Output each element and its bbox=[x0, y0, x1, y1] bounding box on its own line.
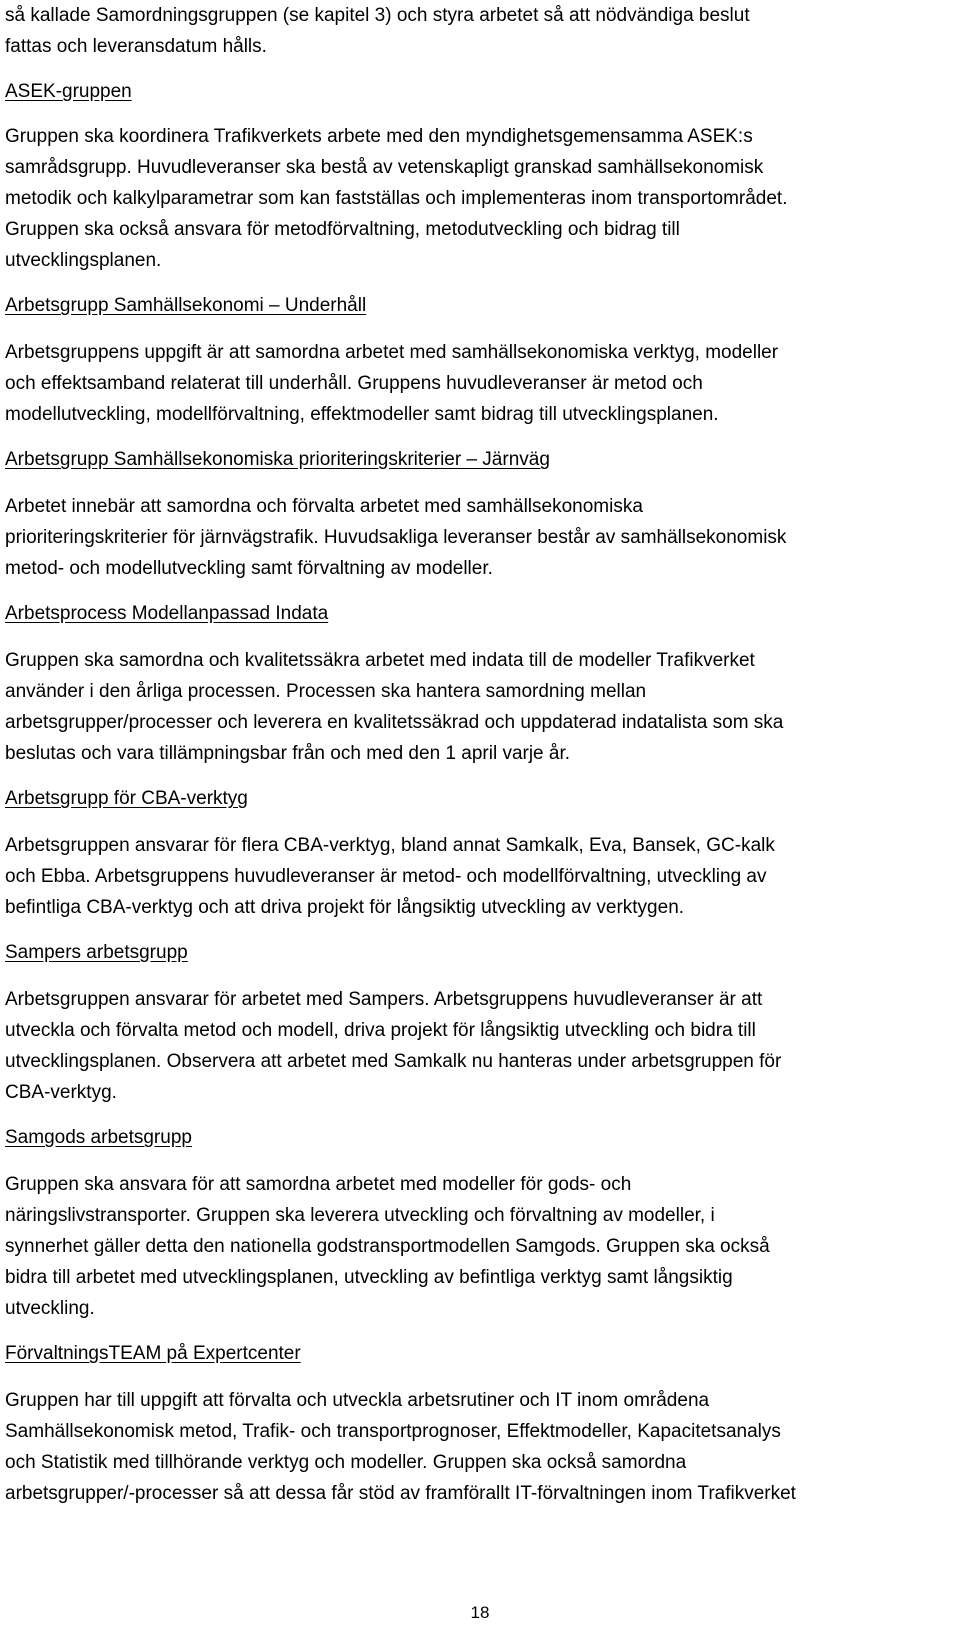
sections-container bbox=[5, 76, 955, 1509]
section-body bbox=[5, 984, 955, 1108]
body-line: utvecklingsplanen. bbox=[5, 250, 162, 271]
section-heading: Arbetsprocess Modellanpassad Indata bbox=[5, 603, 329, 624]
body-line: arbetsgrupper/-processer så att dessa får stöd av framförallt IT-förvaltningen inom Trafikverket bbox=[5, 1483, 796, 1504]
body-line: Arbetsgruppen ansvarar för flera CBA-verktyg, bland annat Samkalk, Eva, Bansek, GC-kalk bbox=[5, 835, 775, 856]
body-line: CBA-verktyg. bbox=[5, 1082, 117, 1103]
body-line: Gruppen ska koordinera Trafikverkets arbete med den myndighetsgemensamma ASEK:s bbox=[5, 126, 753, 147]
section bbox=[5, 598, 955, 769]
section-body bbox=[5, 491, 955, 584]
body-line: metodik och kalkylparametrar som kan fastställas och implementeras inom transportområdet. bbox=[5, 188, 788, 209]
body-line: Gruppen har till uppgift att förvalta och utveckla arbetsrutiner och IT inom områdena bbox=[5, 1390, 710, 1411]
body-line: Gruppen ska ansvara för att samordna arbetet med modeller för gods- och bbox=[5, 1174, 632, 1195]
document-page bbox=[5, 0, 955, 1509]
body-line: och Ebba. Arbetsgruppens huvudleveranser är metod- och modellförvaltning, utveckling av bbox=[5, 866, 767, 887]
body-line: arbetsgrupper/processer och leverera en kvalitetssäkrad och uppdaterad indatalista som ska bbox=[5, 712, 784, 733]
section bbox=[5, 1338, 955, 1509]
body-line: utveckling. bbox=[5, 1298, 95, 1319]
section bbox=[5, 937, 955, 1108]
body-line: Arbetsgruppens uppgift är att samordna arbetet med samhällsekonomiska verktyg, modeller bbox=[5, 342, 779, 363]
section bbox=[5, 783, 955, 923]
section-body bbox=[5, 1385, 955, 1509]
section bbox=[5, 444, 955, 584]
body-line: befintliga CBA-verktyg och att driva projekt för långsiktig utveckling av verktygen. bbox=[5, 897, 685, 918]
section-heading: Arbetsgrupp för CBA-verktyg bbox=[5, 788, 248, 809]
section-body bbox=[5, 121, 955, 276]
body-line: prioriteringskriterier för järnvägstrafik. Huvudsakliga leveranser består av samhällsekonomisk bbox=[5, 527, 787, 548]
section-heading: Samgods arbetsgrupp bbox=[5, 1127, 192, 1148]
body-line: modellutveckling, modellförvaltning, effektmodeller samt bidrag till utvecklingsplanen. bbox=[5, 404, 719, 425]
section-body bbox=[5, 337, 955, 430]
section-body bbox=[5, 645, 955, 769]
section bbox=[5, 290, 955, 430]
intro-line: så kallade Samordningsgruppen (se kapitel 3) och styra arbetet så att nödvändiga beslut bbox=[5, 5, 750, 26]
section-body bbox=[5, 830, 955, 923]
section-heading: Arbetsgrupp Samhällsekonomiska prioriteringskriterier – Järnväg bbox=[5, 449, 550, 470]
body-line: utvecklingsplanen. Observera att arbetet med Samkalk nu hanteras under arbetsgruppen för bbox=[5, 1051, 782, 1072]
body-line: bidra till arbetet med utvecklingsplanen, utveckling av befintliga verktyg samt långsiktig bbox=[5, 1267, 733, 1288]
section-heading: FörvaltningsTEAM på Expertcenter bbox=[5, 1343, 301, 1364]
body-line: utveckla och förvalta metod och modell, driva projekt för långsiktig utveckling och bidra till bbox=[5, 1020, 756, 1041]
body-line: använder i den årliga processen. Processen ska hantera samordning mellan bbox=[5, 681, 647, 702]
body-line: synnerhet gäller detta den nationella godstransportmodellen Samgods. Gruppen ska också bbox=[5, 1236, 770, 1257]
section-heading: ASEK-gruppen bbox=[5, 81, 132, 102]
body-line: Samhällsekonomisk metod, Trafik- och transportprognoser, Effektmodeller, Kapacitetsanalys bbox=[5, 1421, 781, 1442]
body-line: och effektsamband relaterat till underhåll. Gruppens huvudleveranser är metod och bbox=[5, 373, 703, 394]
body-line: samrådsgrupp. Huvudleveranser ska bestå av vetenskapligt granskad samhällsekonomisk bbox=[5, 157, 764, 178]
body-line: beslutas och vara tillämpningsbar från och med den 1 april varje år. bbox=[5, 743, 571, 764]
body-line: metod- och modellutveckling samt förvaltning av modeller. bbox=[5, 558, 493, 579]
section bbox=[5, 76, 955, 276]
section-heading: Arbetsgrupp Samhällsekonomi – Underhåll bbox=[5, 295, 367, 316]
page-number: 18 bbox=[470, 1603, 490, 1622]
section-heading: Sampers arbetsgrupp bbox=[5, 942, 188, 963]
section bbox=[5, 1122, 955, 1324]
intro-line: fattas och leveransdatum hålls. bbox=[5, 36, 267, 57]
body-line: näringslivstransporter. Gruppen ska leverera utveckling och förvaltning av modeller, i bbox=[5, 1205, 715, 1226]
body-line: Arbetsgruppen ansvarar för arbetet med Sampers. Arbetsgruppens huvudleveranser är att bbox=[5, 989, 763, 1010]
body-line: Gruppen ska samordna och kvalitetssäkra arbetet med indata till de modeller Trafikverket bbox=[5, 650, 755, 671]
intro-paragraph bbox=[5, 0, 955, 62]
body-line: Arbetet innebär att samordna och förvalta arbetet med samhällsekonomiska bbox=[5, 496, 643, 517]
section-body bbox=[5, 1169, 955, 1324]
body-line: och Statistik med tillhörande verktyg och modeller. Gruppen ska också samordna bbox=[5, 1452, 687, 1473]
body-line: Gruppen ska också ansvara för metodförvaltning, metodutveckling och bidrag till bbox=[5, 219, 680, 240]
